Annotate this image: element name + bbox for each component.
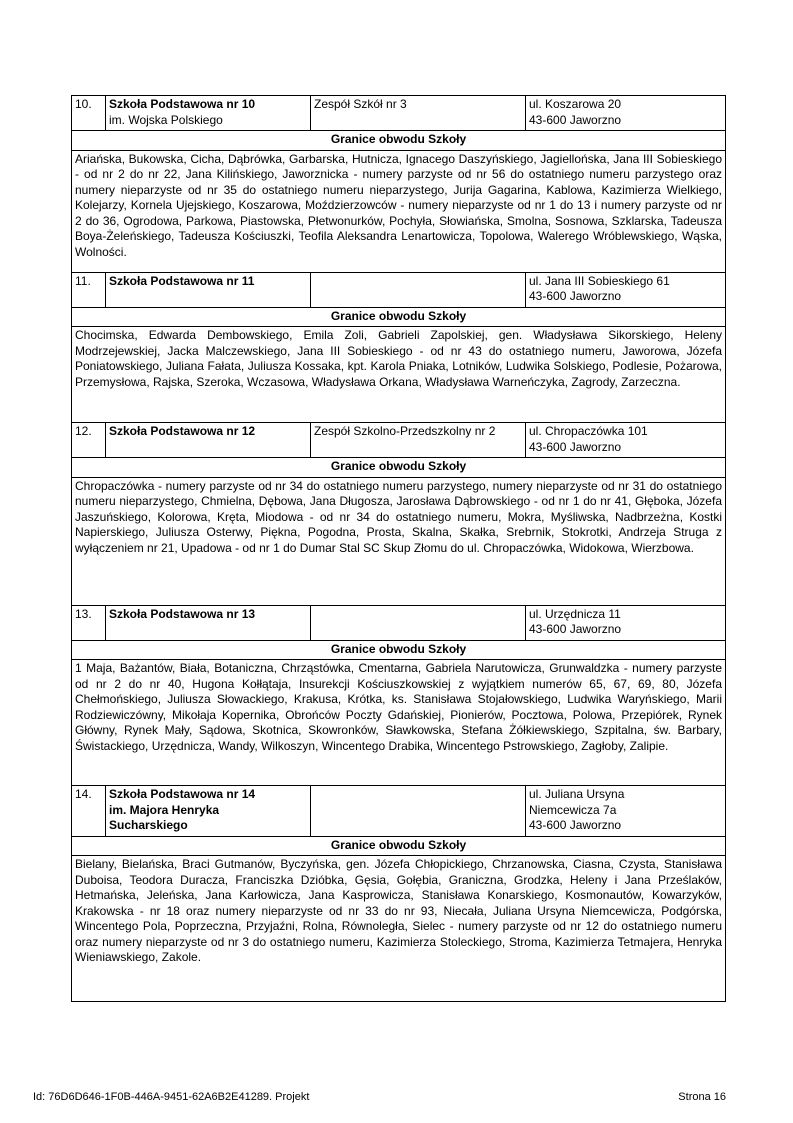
- address-street: ul. Jana III Sobieskiego 61: [529, 273, 670, 288]
- boundary-streets: Ariańska, Bukowska, Cicha, Dąbrówka, Garbarska, Hutnicza, Ignacego Daszyńskiego, Jagiellońska, Jana III Sobieskiego - od nr 2 do nr 22, Jana Kilińskiego, Jaworznicka - numery parzyste od nr 56 do ostatniego numeru parzystego oraz numery nieparzyste od nr 35 do ostatniego numeru nieparzystego, Jurija Gagarina, Kablowa, Kazimierza Wielkiego, Kolejarzy, Kornela Ujejskiego, Koszarowa, Moździerzowców - numery nieparzyste od nr 1 do 13 i numery parzyste od nr 2 do 36, Ogrodowa, Parkowa, Piastowska, Płetwonurków, Pochyła, Słowiańska, Smolna, Sosnowa, Szklarska, Tadeusza Boya-Żeleńskiego, Tadeusza Kościuszki, Teofila Aleksandra Lenartowicza, Topolowa, Walerego Wróblewskiego, Wąska, Wolności.: [72, 150, 726, 272]
- school-address: [526, 786, 726, 837]
- boundary-heading: Granice obwodu Szkoły: [72, 131, 726, 151]
- school-patron: im. Wojska Polskiego: [109, 112, 223, 127]
- boundary-streets-row: [72, 477, 726, 605]
- school-row: [72, 786, 726, 837]
- school-name: Szkoła Podstawowa nr 11: [109, 273, 255, 288]
- school-complex: [311, 272, 526, 307]
- address-city: 43-600 Jaworzno: [529, 289, 622, 303]
- school-name: Szkoła Podstawowa nr 12: [109, 424, 256, 438]
- address-street: ul. Urzędnicza 11: [529, 606, 621, 621]
- boundary-heading-row: [72, 131, 726, 151]
- boundary-streets-row: [72, 150, 726, 272]
- school-name: Szkoła Podstawowa nr 10: [109, 97, 256, 111]
- page-number: Strona 16: [678, 1091, 726, 1103]
- schools-table: [71, 95, 726, 1002]
- school-name-cell: [106, 605, 311, 640]
- boundary-streets: Chropaczówka - numery parzyste od nr 34 do ostatniego numeru parzystego, numery nieparzyste od nr 31 do ostatniego numeru nieparzystego, Chmielna, Dębowa, Jana Długosza, Jarosława Dąbrowskiego - od nr 1 do nr 41, Głęboka, Józefa Jaszuńskiego, Kolorowa, Kręta, Miodowa - od nr 34 do ostatniego numeru, Mokra, Myśliwska, Nadbrzeżna, Kostki Napierskiego, Juliusza Osterwy, Piękna, Pogodna, Prosta, Skalna, Skałka, Srebrnik, Stokrotki, Andrzeja Struga z wyłączeniem nr 21, Upadowa - od nr 1 do Dumar Stal SC Skup Złomu do ul. Chropaczówka, Widokowa, Wierzbowa.: [72, 477, 726, 605]
- school-complex: [311, 786, 526, 837]
- address-city: 43-600 Jaworzno: [529, 622, 622, 636]
- address-city: 43-600 Jaworzno: [529, 818, 622, 832]
- address-street-2: Niemcewicza 7a: [529, 802, 617, 817]
- address-street: ul. Juliana Ursyna: [529, 787, 625, 801]
- boundary-heading: Granice obwodu Szkoły: [72, 458, 726, 478]
- address-city: 43-600 Jaworzno: [529, 439, 622, 454]
- school-number: 11.: [72, 272, 106, 307]
- school-name-cell: [106, 786, 311, 837]
- school-complex: Zespół Szkolno-Przedszkolny nr 2: [311, 423, 526, 458]
- boundary-heading: Granice obwodu Szkoły: [72, 640, 726, 660]
- school-address: [526, 423, 726, 458]
- school-number: 13.: [72, 605, 106, 640]
- boundary-streets: Chocimska, Edwarda Dembowskiego, Emila Zoli, Gabrieli Zapolskiej, gen. Władysława Sikorskiego, Heleny Modrzejewskiej, Jacka Malczewskiego, Jana III Sobieskiego - od nr 43 do ostatniego numeru, Jaworowa, Józefa Poniatowskiego, Juliana Fałata, Juliusza Kossaka, kpt. Karola Pniaka, Lotników, Ludwika Solskiego, Podlesie, Pożarowa, Przemysłowa, Rajska, Szeroka, Wczasowa, Władysława Orkana, Władysława Warneńczyka, Zagrody, Zarzeczna.: [72, 327, 726, 423]
- boundary-streets: Bielany, Bielańska, Braci Gutmanów, Byczyńska, gen. Józefa Chłopickiego, Chrzanowska, Ciasna, Czysta, Stanisława Duboisa, Teodora Duracza, Franciszka Dzióbka, Gęsia, Gołębia, Graniczna, Grodzka, Heleny i Jana Prześlaków, Hetmańska, Jeleńska, Jana Karłowicza, Jana Kasprowicza, Stanisława Konarskiego, Kosmonautów, Kowarzyków, Krakowska - nr 18 oraz numery nieparzyste od nr 33 do nr 93, Niecała, Juliana Ursyna Niemcewicza, Podgórska, Wincentego Pola, Poprzeczna, Przyjaźni, Rolna, Równoległa, Sielec - numery parzyste od nr 12 do ostatniego numeru oraz numery nieparzyste od nr 3 do ostatniego numeru, Kazimierza Stoleckiego, Stroma, Kazimierza Tetmajera, Henryka Wieniawskiego, Zakole.: [72, 856, 726, 1002]
- school-row: [72, 96, 726, 131]
- school-address: [526, 605, 726, 640]
- address-street: ul. Koszarowa 20: [529, 97, 622, 111]
- boundary-streets-row: [72, 660, 726, 786]
- school-complex: [311, 605, 526, 640]
- school-name-cell: [106, 272, 311, 307]
- school-number: 10.: [72, 96, 106, 131]
- boundary-heading: Granice obwodu Szkoły: [72, 836, 726, 856]
- school-name: Szkoła Podstawowa nr 14: [109, 787, 256, 801]
- school-complex: Zespół Szkół nr 3: [311, 96, 526, 131]
- school-row: [72, 423, 726, 458]
- boundary-heading-row: [72, 458, 726, 478]
- school-name-cell: [106, 96, 311, 131]
- boundary-heading-row: [72, 640, 726, 660]
- school-row: [72, 605, 726, 640]
- school-name-cell: [106, 423, 311, 458]
- school-patron-line-1: im. Majora Henryka: [109, 802, 220, 817]
- school-name: Szkoła Podstawowa nr 13: [109, 606, 256, 621]
- document-id: Id: 76D6D646-1F0B-446A-9451-62A6B2E41289. Projekt: [33, 1091, 310, 1103]
- boundary-heading-row: [72, 307, 726, 327]
- boundary-streets-row: [72, 856, 726, 1002]
- address-city: 43-600 Jaworzno: [529, 112, 622, 127]
- boundary-streets: 1 Maja, Bażantów, Biała, Botaniczna, Chrząstówka, Cmentarna, Gabriela Narutowicza, Grunwaldzka - numery parzyste od nr 2 do nr 40, Hugona Kołłątaja, Insurekcji Kościuszkowskiej z wyjątkiem numerów 65, 67, 69, 80, Józefa Chełmońskiego, Juliusza Słowackiego, Krakusa, Krótka, ks. Stanisława Stojałowskiego, Ludwika Waryńskiego, Marii Rodziewiczówny, Mikołaja Kopernika, Obrońców Poczty Gdańskiej, Pionierów, Pocztowa, Polowa, Przepiórek, Rynek Główny, Rynek Mały, Sądowa, Skotnica, Skowronków, Sławkowska, Stefana Żółkiewskiego, Szpitalna, św. Barbary, Świstackiego, Urzędnicza, Wandy, Wilkoszyn, Wincentego Drabika, Wincentego Pstrowskiego, Zagłoby, Zalipie.: [72, 660, 726, 786]
- school-row: [72, 272, 726, 307]
- school-address: [526, 272, 726, 307]
- school-number: 14.: [72, 786, 106, 837]
- boundary-streets-row: [72, 327, 726, 423]
- school-address: [526, 96, 726, 131]
- school-number: 12.: [72, 423, 106, 458]
- address-street: ul. Chropaczówka 101: [529, 424, 648, 438]
- boundary-heading: Granice obwodu Szkoły: [72, 307, 726, 327]
- boundary-heading-row: [72, 836, 726, 856]
- school-patron-line-2: Sucharskiego: [109, 818, 188, 832]
